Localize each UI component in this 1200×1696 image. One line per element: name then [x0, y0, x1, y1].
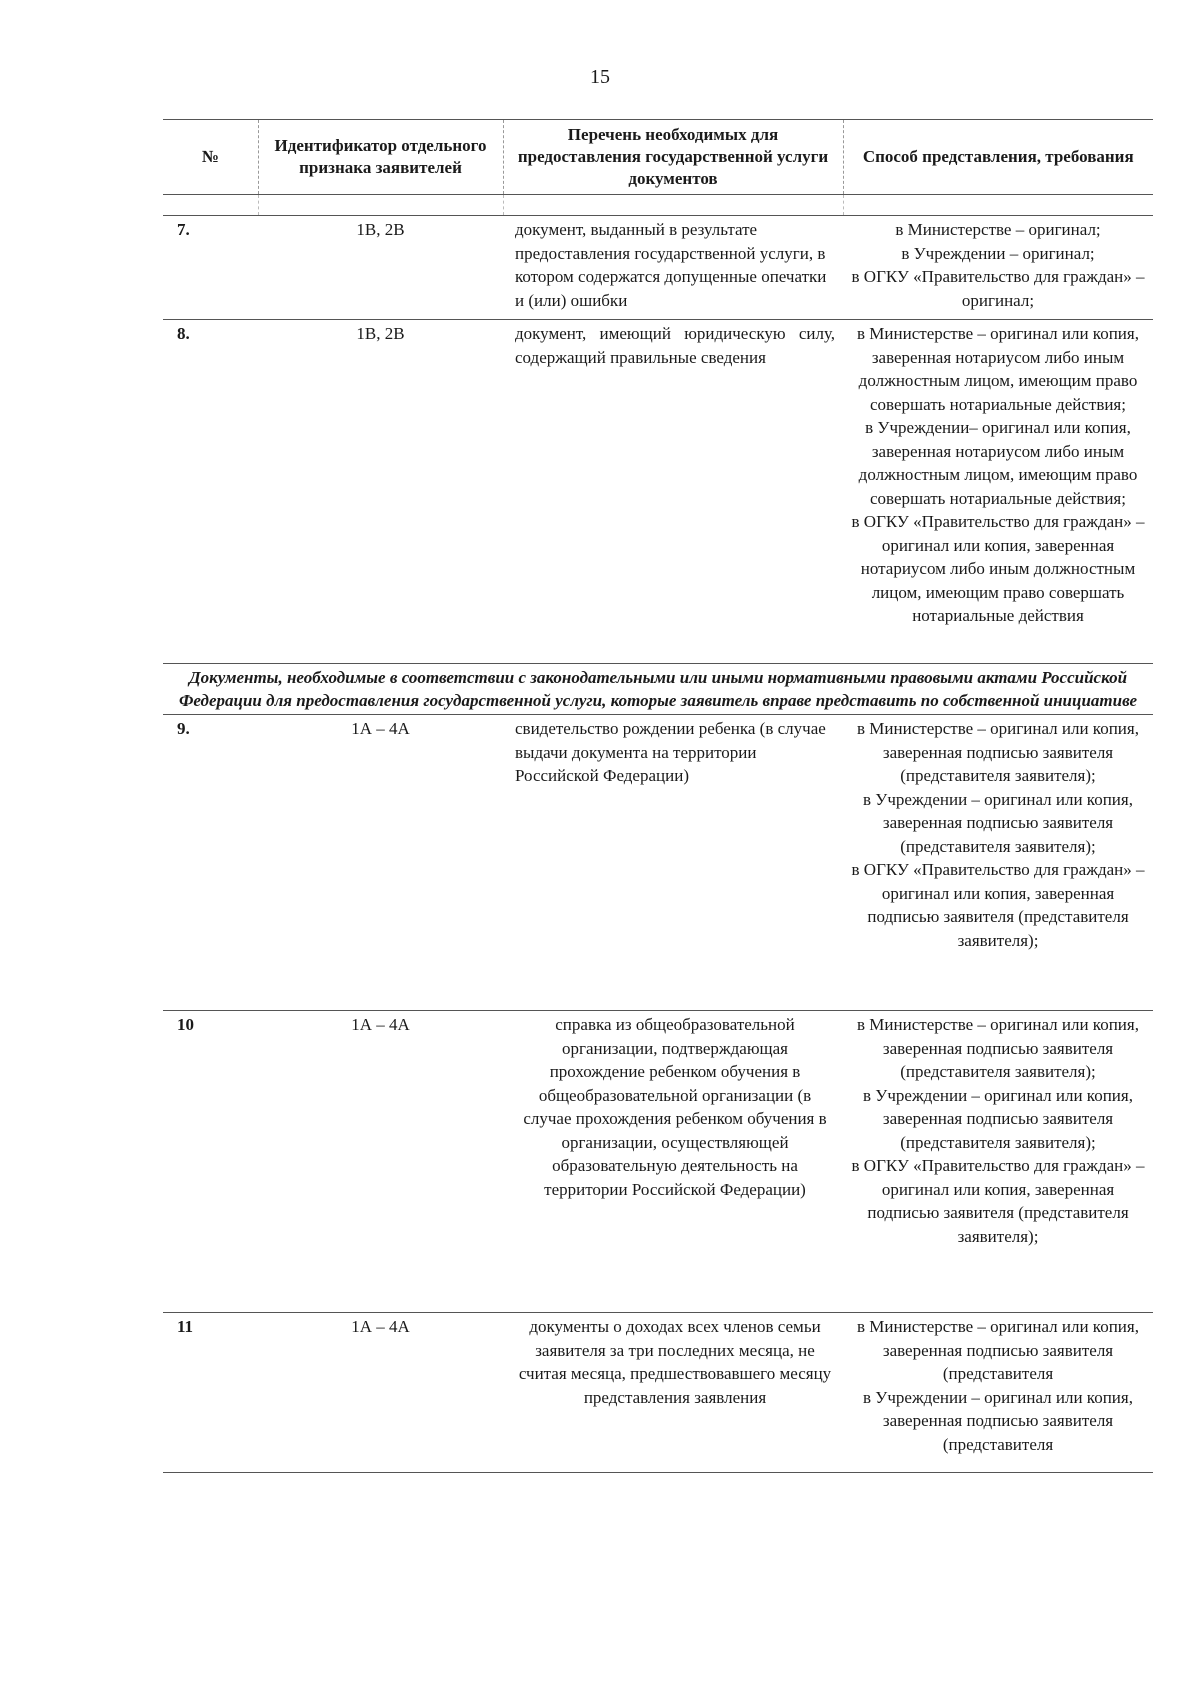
- row-number: 8.: [163, 320, 258, 664]
- row-document: свидетельство рождении ребенка (в случае выдачи документа на территории Российской Федерации): [503, 715, 843, 1011]
- method-institution: в Учреждении – оригинал или копия, заверенная подписью заявителя (представителя заявителя);: [863, 1085, 1133, 1152]
- method-institution: в Учреждении– оригинал или копия, заверенная нотариусом либо иным должностным лицом, имеющим право совершать нотариальные действия;: [858, 418, 1138, 508]
- method-ministry: в Министерстве – оригинал или копия, заверенная нотариусом либо иным должностным лицом, имеющим право совершать нотариальные действия;: [857, 324, 1139, 414]
- method-ministry: в Министерстве – оригинал или копия, заверенная подписью заявителя (представителя: [857, 1317, 1139, 1383]
- row-document: документ, выданный в результате предоставления государственной услуги, в котором содержатся допущенные опечатки и (или) ошибки: [503, 216, 843, 320]
- table-header-row: [163, 120, 1153, 195]
- row-number: 9.: [163, 715, 258, 1011]
- row-method: [843, 1011, 1153, 1313]
- table-row: [163, 320, 1153, 664]
- row-identifier: 1А – 4А: [258, 1313, 503, 1473]
- header-spacer-row: [163, 195, 1153, 216]
- method-ogku: в ОГКУ «Правительство для граждан» – оригинал или копия, заверенная подписью заявителя (представителя заявителя);: [851, 1156, 1145, 1246]
- row-document: документ, имеющий юридическую силу, содержащий правильные сведения: [503, 320, 843, 664]
- row-number: 10: [163, 1011, 258, 1313]
- row-method: [843, 216, 1153, 320]
- table-row: [163, 715, 1153, 1011]
- method-ogku: в ОГКУ «Правительство для граждан» – оригинал;: [851, 267, 1145, 310]
- header-method: Способ представления, требования: [843, 120, 1153, 195]
- section-heading-row: [163, 664, 1153, 715]
- method-ogku: в ОГКУ «Правительство для граждан» – оригинал или копия, заверенная подписью заявителя (представителя заявителя);: [851, 860, 1145, 950]
- row-document: справка из общеобразовательной организации, подтверждающая прохождение ребенком обучения в общеобразовательной организации (в случае прохождения ребенком обучения в организации, осуществляющей образовательную деятельность на территории Российской Федерации): [503, 1011, 843, 1313]
- table-row: [163, 1011, 1153, 1313]
- row-method: [843, 320, 1153, 664]
- header-num: №: [163, 120, 258, 195]
- method-institution: в Учреждении – оригинал или копия, заверенная подписью заявителя (представителя заявителя);: [863, 789, 1133, 856]
- row-method: [843, 1313, 1153, 1473]
- documents-table: [163, 119, 1153, 1473]
- row-document: документы о доходах всех членов семьи заявителя за три последних месяца, не считая месяца, предшествовавшего месяцу представления заявления: [503, 1313, 843, 1473]
- header-documents: Перечень необходимых для предоставления государственной услуги документов: [503, 120, 843, 195]
- header-identifier: Идентификатор отдельного признака заявителей: [258, 120, 503, 195]
- row-identifier: 1В, 2В: [258, 320, 503, 664]
- table-row: [163, 1313, 1153, 1473]
- method-ministry: в Министерстве – оригинал или копия, заверенная подписью заявителя (представителя заявителя);: [857, 719, 1139, 785]
- method-institution: в Учреждении – оригинал;: [901, 243, 1095, 263]
- method-ogku: в ОГКУ «Правительство для граждан» – оригинал или копия, заверенная нотариусом либо иным должностным лицом, имеющим право совершать нотариальные действия: [851, 512, 1145, 625]
- row-identifier: 1В, 2В: [258, 216, 503, 320]
- section-title: Документы, необходимые в соответствии с законодательными или иными нормативными правовыми актами Российской Федерации для предоставления государственной услуги, которые заявитель вправе представить по собственной инициативе: [163, 664, 1153, 715]
- row-identifier: 1А – 4А: [258, 715, 503, 1011]
- method-institution: в Учреждении – оригинал или копия, заверенная подписью заявителя (представителя: [863, 1387, 1133, 1454]
- method-ministry: в Министерстве – оригинал;: [895, 220, 1101, 239]
- page-number: 15: [590, 66, 610, 88]
- row-number: 7.: [163, 216, 258, 320]
- row-number: 11: [163, 1313, 258, 1473]
- table-row: [163, 216, 1153, 320]
- row-method: [843, 715, 1153, 1011]
- row-identifier: 1А – 4А: [258, 1011, 503, 1313]
- method-ministry: в Министерстве – оригинал или копия, заверенная подписью заявителя (представителя заявителя);: [857, 1015, 1139, 1081]
